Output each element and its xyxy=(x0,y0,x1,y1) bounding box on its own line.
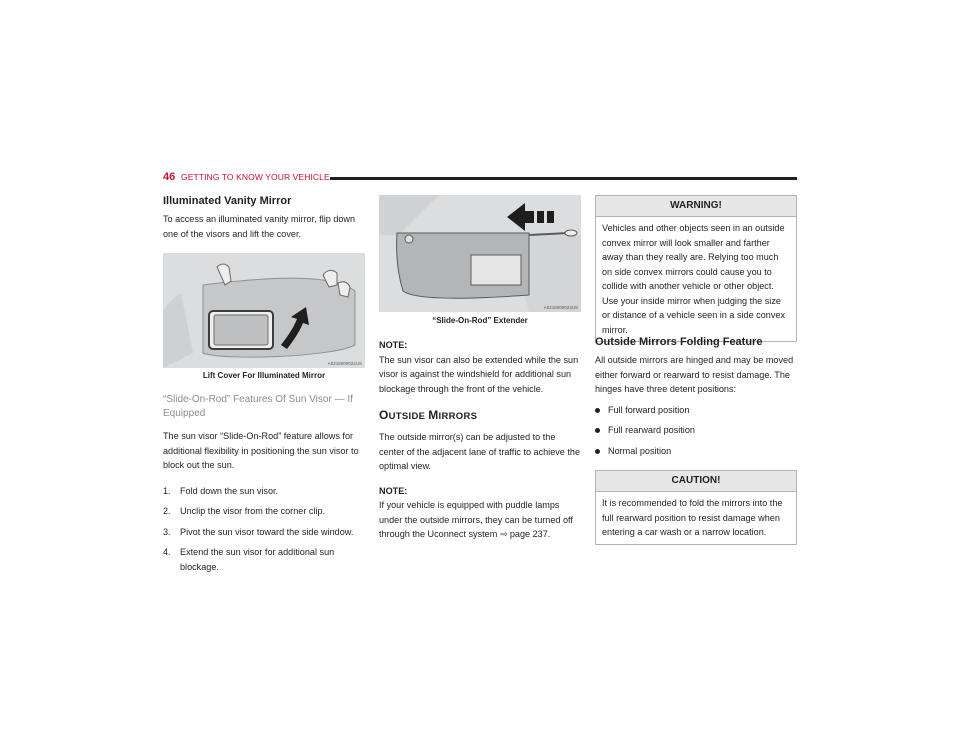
page-number: 46 xyxy=(163,171,176,183)
note-text: If your vehicle is equipped with puddle lamps under the outside mirrors, they can be turned off through the Uconnect system xyxy=(379,500,573,539)
folding-feature-text: All outside mirrors are hinged and may be moved either forward or rearward to resist damage. The hinges have three detent positions: xyxy=(595,355,794,394)
image-code: A0215000023US xyxy=(543,305,578,310)
warning-title: WARNING! xyxy=(596,196,796,217)
intro-text: To access an illuminated vanity mirror, flip down one of the visors and lift the cover. xyxy=(163,214,356,239)
outside-mirrors-text: The outside mirror(s) can be adjusted to the center of the adjacent lane of traffic to achieve the optimal view. xyxy=(379,432,581,471)
note-label: NOTE: xyxy=(379,340,408,350)
running-header-title: GETTING TO KNOW YOUR VEHICLE xyxy=(181,172,330,182)
heading-folding-feature: Outside Mirrors Folding Feature xyxy=(595,336,763,348)
list-item: Full forward position xyxy=(595,403,797,418)
note-label: NOTE: xyxy=(379,485,408,496)
vanity-mirror-illustration xyxy=(163,253,365,368)
heading-outside-mirrors: OUTSIDE MIRRORS xyxy=(379,408,478,422)
page-reference-icon: ⇨ xyxy=(500,529,508,539)
list-item: 3. Pivot the sun visor toward the side window. xyxy=(163,526,354,537)
header-rule xyxy=(330,177,797,180)
caution-title: CAUTION! xyxy=(596,471,796,492)
slide-on-rod-text: The sun visor “Slide-On-Rod” feature allows for additional flexibility in positioning the sun visor to block out the sun. xyxy=(163,431,359,470)
middle-column xyxy=(379,195,581,542)
slide-on-rod-illustration xyxy=(379,195,581,312)
figure-slide-on-rod xyxy=(379,195,581,312)
figure-caption: “Slide-On-Rod” Extender xyxy=(432,316,528,325)
bullet-icon xyxy=(595,449,600,454)
list-item: Normal position xyxy=(595,444,797,459)
left-column xyxy=(163,195,365,580)
warning-box xyxy=(595,195,797,342)
caution-box xyxy=(595,470,797,545)
list-item: Full rearward position xyxy=(595,423,797,438)
image-code: A0215000022US xyxy=(327,361,362,366)
caution-text: It is recommended to fold the mirrors into the full rearward position to resist damage when entering a car wash or a narrow location. xyxy=(602,498,783,537)
steps-list xyxy=(163,484,365,575)
subheading-slide-on-rod: “Slide-On-Rod” Features Of Sun Visor — If Equipped xyxy=(163,394,353,419)
heading-illuminated-vanity-mirror: Illuminated Vanity Mirror xyxy=(163,195,292,207)
list-item: 2. Unclip the visor from the corner clip. xyxy=(163,506,326,516)
figure-caption: Lift Cover For Illuminated Mirror xyxy=(202,371,326,380)
list-item: 4. Extend the sun visor for additional sun blockage. xyxy=(163,547,335,572)
warning-text: Vehicles and other objects seen in an outside convex mirror will look smaller and farther away than they really are. Relying too much on side convex mirrors could cause you to collide with another vehicle or other object. Use your inside mirror when judging the size or distance of a vehicle seen in a side convex mirror. xyxy=(602,223,785,335)
bullet-icon xyxy=(595,408,600,413)
detent-positions-list xyxy=(595,403,797,459)
bullet-icon xyxy=(595,428,600,433)
list-item: 1. Fold down the sun visor. xyxy=(163,485,279,496)
figure-vanity-mirror xyxy=(163,253,365,368)
page-reference-link[interactable]: page 237. xyxy=(509,529,551,539)
note-text: The sun visor can also be extended while the sun visor is against the windshield for additional sun blockage through the front of the vehicle. xyxy=(379,354,579,394)
